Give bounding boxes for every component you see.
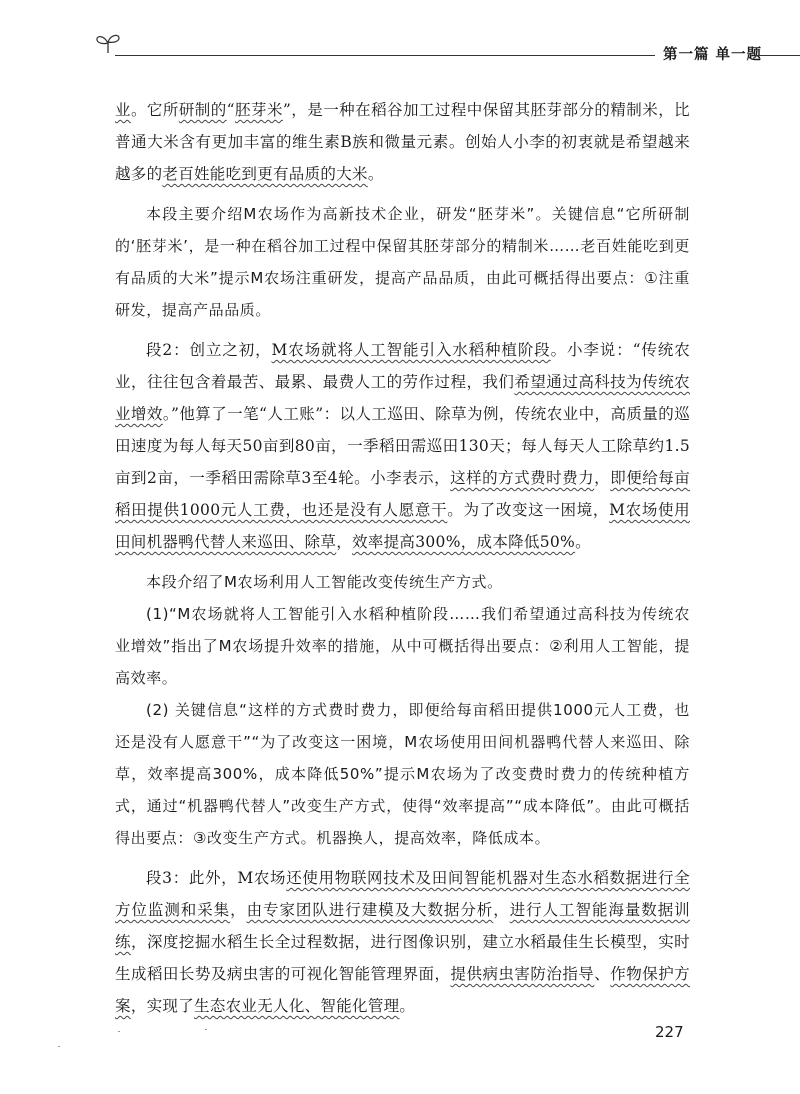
sprout-icon [95,32,121,54]
analysis-paragraph-2-intro: 本段介绍了M农场利用人工智能改变传统生产方式。 [146,573,503,591]
underlined-key-phrase: M农场使用田间机器鸭代替人来巡田、除草 [115,501,690,551]
underlined-key-phrase: M农场就将人工智能引入水稻种植阶段 [271,341,551,359]
header-rule-right [755,55,800,56]
paragraph-1-continuation: 业。它所研制的“胚芽米”，是一种在稻谷加工过程中保留其胚芽部分的精制米，比普通大米含有更加丰富的维生素B族和微量元素。创始人小李的初衷就是希望越来越多的老百姓能吃到更有品质的大米。 [115,101,690,183]
underlined-key-phrase: 作物保护方案 [115,965,690,1015]
analysis-paragraph-2-point-1: (1)“M农场就将人工智能引入水稻种植阶段……我们希望通过高科技为传统农业增效”指出了M农场提升效率的措施，从中可概括得出要点：②利用人工智能，提高效率。 [115,605,690,687]
underlined-key-phrase: 生态农业无人化、智能化管理 [194,997,400,1015]
page-header [95,28,785,68]
underlined-key-phrase: 效率提高300%，成本降低50% [352,533,576,551]
underlined-key-phrase: 进行人工智能海量数据训练 [115,901,690,951]
underlined-key-phrase: 希望通过高科技为传统农业增效 [115,373,690,423]
underlined-key-phrase: 老百姓能吃到更有品质的大米 [162,165,368,183]
scan-speck [58,1046,60,1047]
analysis-paragraph-1: 本段主要介绍M农场作为高新技术企业，研发“胚芽米”。关键信息“它所研制的‘胚芽米’，是一种在稻谷加工过程中保留其胚芽部分的精制米……老百姓能吃到更有品质的大米”提示M农场注重研发，提高产品品质，由此可概括得出要点：①注重研发，提高产品品质。 [115,205,690,319]
page-body [115,94,690,1022]
page-number: 227 [655,1023,684,1041]
underlined-key-phrase: 胚芽米 [234,101,283,119]
underlined-key-phrase: 业 [115,101,131,119]
section-title: 第一篇 单一题 [663,47,763,63]
analysis-paragraph-2-point-2: (2) 关键信息“这样的方式费时费力，即便给每亩稻田提供1000元人工费，也还是没有人愿意干”“为了改变这一困境，M农场使用田间机器鸭代替人来巡田、除草，效率提高300%，成本降低50%”提示M农场为了改变费时费力的传统种植方式，通过“机器鸭代替人”改变生产方式，使得“效率提高”“成本降低”。由此可概括得出要点：③改变生产方式。机器换人，提高效率，降低成本。 [115,701,690,847]
scan-speck [205,1029,207,1030]
header-rule-left [115,55,655,56]
underlined-key-phrase: 即便给每亩稻田提供1000元人工费，也还是没有人愿意干 [115,469,690,519]
underlined-key-phrase: 这样的方式费时费力 [450,469,595,487]
source-paragraph-3: 段3：此外，M农场还使用物联网技术及田间智能机器对生态水稻数据进行全方位监测和采集，由专家团队进行建模及大数据分析，进行人工智能海量数据训练，深度挖掘水稻生长全过程数据，进行图像识别，建立水稻最佳生长模型，实时生成稻田长势及病虫害的可视化智能管理界面，提供病虫害防治指导、作物保护方案，实现了生态农业无人化、智能化管理。 [115,869,690,1015]
underlined-key-phrase: 提供病虫害防治指导 [450,965,595,983]
underlined-key-phrase: 研制的 [178,101,227,119]
scan-speck [118,1031,120,1032]
underlined-key-phrase: 还使用物联网技术及田间智能机器对生态水稻数据进行全方位监测和采集 [115,869,690,919]
source-paragraph-2: 段2：创立之初，M农场就将人工智能引入水稻种植阶段。小李说：“传统农业，往往包含着最苦、最累、最费人工的劳作过程，我们希望通过高科技为传统农业增效。”他算了一笔“人工账”：以人工巡田、除草为例，传统农业中，高质量的巡田速度为每人每天50亩到80亩，一季稻田需巡田130天；每人每天人工除草约1.5亩到2亩，一季稻田需除草3至4轮。小李表示，这样的方式费时费力，即便给每亩稻田提供1000元人工费，也还是没有人愿意干。为了改变这一困境，M农场使用田间机器鸭代替人来巡田、除草，效率提高300%，成本降低50%。 [115,341,691,551]
underlined-key-phrase: 由专家团队进行建模及大数据分析 [246,901,494,919]
